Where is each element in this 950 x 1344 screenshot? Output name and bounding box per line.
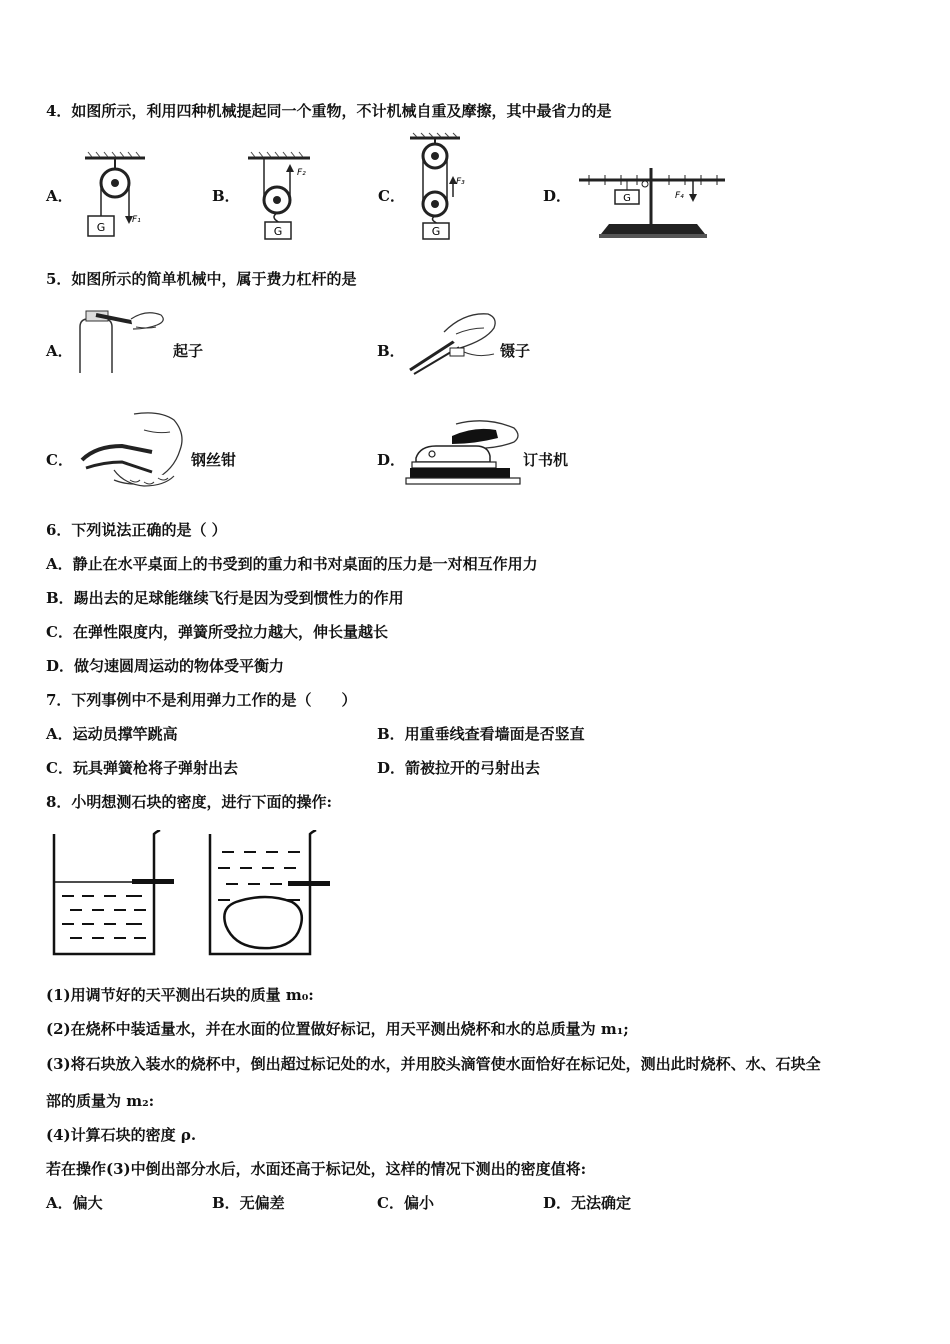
q8-step-3: (3)将石块放入装水的烧杯中，倒出超过标记处的水，并用胶头滴管使水面恰好在标记处，测出此时烧杯、水、石块全 xyxy=(46,1055,821,1073)
weight-g-label: G xyxy=(431,225,441,238)
q8-step-1: (1)用调节好的天平测出石块的质量 m₀: xyxy=(46,986,314,1004)
q5-option-b-label: 镊子 xyxy=(500,342,531,360)
q7-option-c[interactable]: C．玩具弹簧枪将子弹射出去 xyxy=(46,759,238,777)
stapler-figure xyxy=(404,418,522,494)
force-f1-label: F₁ xyxy=(132,215,141,225)
lever-balance-figure xyxy=(575,162,730,242)
q8-stem: 8．小明想测石块的密度，进行下面的操作: xyxy=(46,793,332,811)
force-f4-label: F₄ xyxy=(675,191,684,201)
q6-stem: 6．下列说法正确的是（ ） xyxy=(46,521,227,539)
q4-stem: 4．如图所示，利用四种机械提起同一个重物，不计机械自重及摩擦，其中最省力的是 xyxy=(46,102,612,120)
q6-option-d[interactable]: D．做匀速圆周运动的物体受平衡力 xyxy=(46,657,285,675)
force-f3-label: F₃ xyxy=(456,177,465,187)
movable-pulley-figure xyxy=(245,150,320,242)
q6-option-c[interactable]: C．在弹性限度内，弹簧所受拉力越大，伸长量越长 xyxy=(46,623,388,641)
force-f2-label: F₂ xyxy=(297,168,306,178)
beaker-stone-figure xyxy=(204,830,339,960)
bottle-opener-figure xyxy=(76,305,171,375)
q8-step-3-cont: 部的质量为 m₂: xyxy=(46,1092,155,1110)
weight-g-label: G xyxy=(96,221,106,234)
q7-option-a[interactable]: A．运动员撑竿跳高 xyxy=(46,725,178,743)
q5-option-a-label: 起子 xyxy=(173,342,204,360)
q8-question: 若在操作(3)中倒出部分水后，水面还高于标记处，这样的情况下测出的密度值将: xyxy=(46,1160,587,1178)
beaker-water-figure xyxy=(48,830,183,960)
q5-option-c-label: 钢丝钳 xyxy=(191,451,237,469)
weight-g-label: G xyxy=(623,193,631,204)
q5-option-b-letter[interactable]: B． xyxy=(377,342,405,360)
q6-option-b[interactable]: B．踢出去的足球能继续飞行是因为受到惯性力的作用 xyxy=(46,589,404,607)
q4-option-d[interactable]: D． xyxy=(543,187,572,205)
q8-option-d[interactable]: D．无法确定 xyxy=(543,1194,632,1212)
q5-option-d-letter[interactable]: D． xyxy=(377,451,406,469)
q8-step-2: (2)在烧杯中装适量水，并在水面的位置做好标记，用天平测出烧杯和水的总质量为 m₁; xyxy=(46,1020,629,1038)
q8-option-a[interactable]: A．偏大 xyxy=(46,1194,103,1212)
q5-option-a-letter[interactable]: A． xyxy=(46,342,73,360)
q4-option-c[interactable]: C． xyxy=(378,187,405,205)
q7-option-b[interactable]: B．用重垂线查看墙面是否竖直 xyxy=(377,725,585,743)
q8-option-b[interactable]: B．无偏差 xyxy=(212,1194,285,1212)
q8-step-4: (4)计算石块的密度 ρ. xyxy=(46,1126,197,1144)
q5-option-d-label: 订书机 xyxy=(523,451,569,469)
pulley-block-figure xyxy=(405,132,480,242)
q5-option-c-letter[interactable]: C． xyxy=(46,451,73,469)
q4-option-b[interactable]: B． xyxy=(212,187,240,205)
fixed-pulley-figure xyxy=(80,150,155,242)
q5-stem: 5．如图所示的简单机械中，属于费力杠杆的是 xyxy=(46,270,357,288)
q8-option-c[interactable]: C．偏小 xyxy=(377,1194,434,1212)
q4-option-a[interactable]: A． xyxy=(46,187,73,205)
q7-option-d[interactable]: D．箭被拉开的弓射出去 xyxy=(377,759,541,777)
tweezers-figure xyxy=(404,308,499,378)
weight-g-label: G xyxy=(273,225,283,238)
q7-stem: 7．下列事例中不是利用弹力工作的是（ ） xyxy=(46,691,357,709)
q6-option-a[interactable]: A．静止在水平桌面上的书受到的重力和书对桌面的压力是一对相互作用力 xyxy=(46,555,538,573)
pliers-figure xyxy=(74,408,189,496)
